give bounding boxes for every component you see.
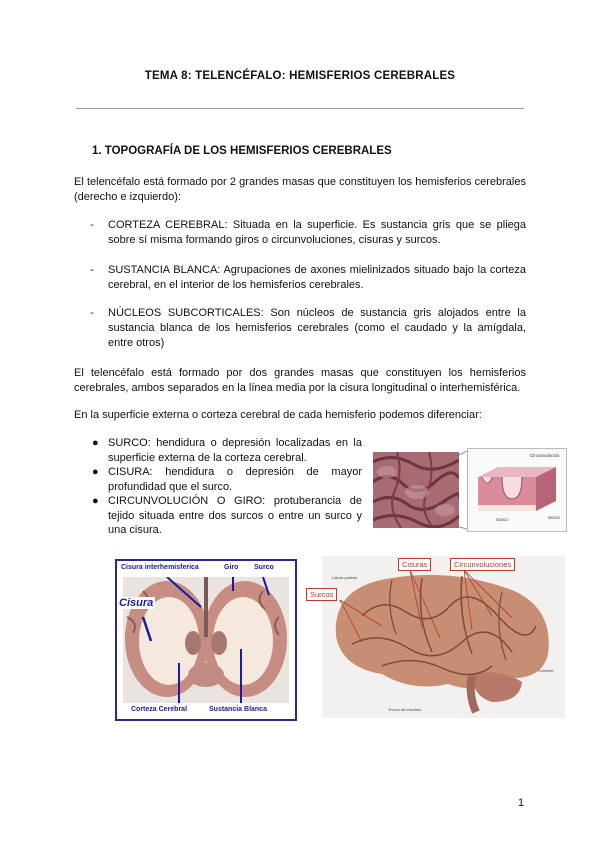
coronal-label-interhemispheric: Cisura interhemisferica <box>121 564 199 571</box>
gyrus-label-bottom: Surco <box>548 515 560 520</box>
list-item-text: SUSTANCIA BLANCA: Agrupaciones de axones mielinizados situado bajo la corteza cerebral, en el interior de los hemisferios cerebrales. <box>108 264 526 291</box>
coronal-section-illustration <box>123 577 289 703</box>
gyrus-label-left: Surco <box>496 517 508 522</box>
gyrus-label-top: Circunvolución <box>530 453 560 458</box>
list-dash: - <box>90 264 94 276</box>
list-item-nucleos <box>90 306 526 351</box>
list-dash: - <box>90 307 94 319</box>
lateral-brain-illustration <box>322 556 565 718</box>
gyrus-diagram <box>467 448 567 532</box>
brain-surface-illustration <box>373 452 459 528</box>
section-heading: 1. TOPOGRAFÍA DE LOS HEMISFERIOS CEREBRALES <box>92 145 392 157</box>
coronal-label-fissure: Cisura <box>119 597 154 609</box>
bullet-text: SURCO: hendidura o depresión localizadas en la superficie externa de la corteza cerebral. <box>108 437 362 464</box>
bullet-icon: ● <box>92 495 99 507</box>
lateral-label-gyri: Circunvoluciones <box>450 558 515 571</box>
bullet-item-circunvolucion <box>92 494 362 538</box>
bullet-icon: ● <box>92 437 99 449</box>
list-dash: - <box>90 219 94 231</box>
title-divider <box>76 108 524 109</box>
bullet-item-surco <box>92 436 362 465</box>
page-number: 1 <box>518 797 525 809</box>
document-title: TEMA 8: TELENCÉFALO: HEMISFERIOS CEREBRALES <box>144 70 456 82</box>
paragraph-hemispheres: El telencéfalo está formado por dos grandes masas que constituyen los hemisferios cerebrales, ambos separados en la línea media por la cisura longitudinal o interhemisférica. <box>74 367 526 394</box>
list-item-corteza <box>90 218 526 248</box>
list-item-text: CORTEZA CEREBRAL: Situada en la superficie. Es sustancia gris que se pliega sobre sí misma formando giros o circunvoluciones, cisuras y surcos. <box>108 219 526 246</box>
coronal-section-figure <box>115 559 297 721</box>
bullet-text: CIRCUNVOLUCIÓN O GIRO: protuberancia de tejido situada entre dos surcos o entre un surco y una cisura. <box>108 495 362 536</box>
lateral-label-fissures: Cisuras <box>398 558 431 571</box>
brain-surface-photo <box>373 452 459 528</box>
bullet-item-cisura <box>92 465 362 494</box>
lateral-label-cerebellum: Cerebelo <box>538 669 554 673</box>
list-item-text: NÚCLEOS SUBCORTICALES: Son núcleos de sustancia gris alojados entre la sustancia blanca de los hemisferios cerebrales (como el caudado y la amígdala, entre otros) <box>108 307 526 349</box>
lateral-brain-figure <box>310 556 565 718</box>
lateral-label-sulci: Surcos <box>306 588 337 601</box>
coronal-label-cortex: Corteza Cerebral <box>131 706 188 713</box>
bullet-text: CISURA: hendidura o depresión de mayor profundidad que el surco. <box>108 466 362 493</box>
coronal-label-white-matter: Sustancia Blanca <box>209 706 267 713</box>
intro-paragraph: El telencéfalo está formado por 2 grandes masas que constituyen los hemisferios cerebrales (derecho e izquierdo): <box>74 176 526 203</box>
coronal-label-sulcus: Surco <box>254 564 274 571</box>
lateral-label-brainstem: Tronco del encéfalo <box>388 708 422 712</box>
coronal-label-gyrus: Giro <box>224 564 239 571</box>
lateral-label-lobe: Lóbulo parietal <box>332 576 357 580</box>
bullet-icon: ● <box>92 466 99 478</box>
bullet-list <box>92 436 362 538</box>
paragraph-surface: En la superficie externa o corteza cerebral de cada hemisferio podemos diferenciar: <box>74 409 482 421</box>
list-item-sustancia-blanca <box>90 263 526 293</box>
